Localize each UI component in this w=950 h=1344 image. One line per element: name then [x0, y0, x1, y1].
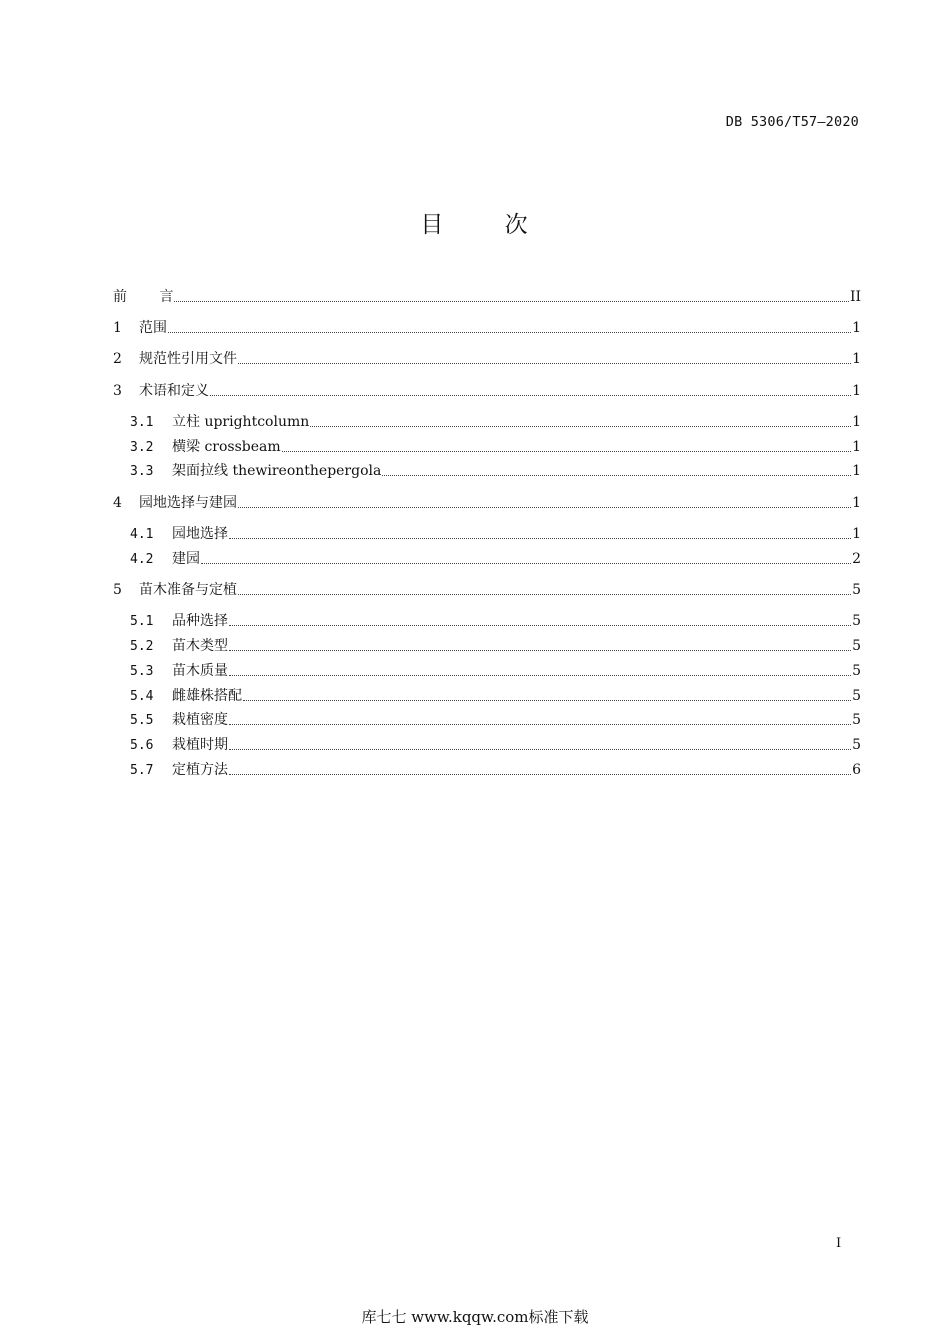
leader-dots — [229, 675, 851, 676]
toc-entry-2[interactable] — [113, 348, 861, 370]
toc-entry-number: 5.5 — [130, 713, 154, 728]
leader-dots — [310, 426, 851, 427]
toc-entry-page: 1 — [852, 414, 861, 430]
toc-entry-5-5[interactable] — [130, 709, 861, 731]
toc-entry-label: 规范性引用文件 — [139, 351, 237, 367]
toc-entry-4-2[interactable] — [130, 548, 861, 570]
toc-entry-label: 苗木准备与定植 — [139, 582, 237, 598]
toc-entry-number: 3 — [113, 383, 122, 399]
toc-entry-label: 品种选择 — [172, 613, 228, 629]
toc-entry-page: 1 — [852, 320, 861, 336]
toc-entry-3[interactable] — [113, 380, 861, 402]
footer-watermark: 库七七 www.kqqw.com标准下载 — [361, 1308, 589, 1326]
toc-entry-3-1[interactable] — [130, 411, 861, 433]
leader-dots — [210, 395, 851, 396]
toc-entry-label: 园地选择 — [172, 526, 228, 542]
leader-dots — [238, 594, 851, 595]
toc-entry-label: 园地选择与建园 — [139, 495, 237, 511]
page-number: I — [836, 1236, 842, 1251]
toc-entry-number: 3.2 — [130, 440, 154, 455]
toc-title: 目 次 — [420, 212, 530, 238]
toc-entry-page: 6 — [852, 762, 861, 778]
toc-entry-page: 1 — [852, 463, 861, 479]
toc-entry-label: 立柱 uprightcolumn — [172, 414, 310, 430]
toc-entry-number: 2 — [113, 351, 122, 367]
toc-entry-number: 4 — [113, 495, 122, 511]
toc-entry-page: 5 — [852, 613, 861, 629]
toc-entry-number: 1 — [113, 320, 122, 336]
toc-entry-label: 苗木质量 — [172, 663, 228, 679]
toc-entry-page: 1 — [852, 439, 861, 455]
toc-entry-label: 范围 — [139, 320, 167, 336]
toc-entry-label: 栽植密度 — [172, 712, 228, 728]
toc-entry-number: 3.1 — [130, 415, 154, 430]
leader-dots — [229, 749, 851, 750]
leader-dots — [382, 475, 851, 476]
toc-entry-3-3[interactable] — [130, 460, 861, 482]
toc-entry-5-6[interactable] — [130, 734, 861, 756]
leader-dots — [229, 650, 851, 651]
toc-entry-5-7[interactable] — [130, 759, 861, 781]
toc-entry-number: 4.1 — [130, 527, 154, 542]
toc-entry-page: 5 — [852, 688, 861, 704]
leader-dots — [229, 625, 851, 626]
leader-dots — [238, 507, 851, 508]
toc-entry-foreword[interactable] — [113, 286, 861, 308]
toc-entry-number: 3.3 — [130, 464, 154, 479]
toc-entry-page: 5 — [852, 582, 861, 598]
toc-entry-page: 5 — [852, 663, 861, 679]
toc-entry-label: 横梁 crossbeam — [172, 439, 281, 455]
toc-entry-label: 苗木类型 — [172, 638, 228, 654]
toc-entry-4[interactable] — [113, 492, 861, 514]
leader-dots — [201, 563, 851, 564]
toc-entry-number: 5 — [113, 582, 122, 598]
toc-entry-number: 5.4 — [130, 689, 154, 704]
toc-entry-page: 1 — [852, 526, 861, 542]
toc-entry-number: 5.3 — [130, 664, 154, 679]
toc-entry-label: 雌雄株搭配 — [172, 688, 242, 704]
toc-entry-page: 5 — [852, 712, 861, 728]
toc-entry-number: 5.7 — [130, 763, 154, 778]
leader-dots — [229, 538, 851, 539]
toc-entry-page: 1 — [852, 383, 861, 399]
toc-entry-label: 架面拉线 thewireonthepergola — [172, 463, 382, 479]
leader-dots — [282, 451, 851, 452]
toc-entry-number: 4.2 — [130, 552, 154, 567]
toc-entry-1[interactable] — [113, 317, 861, 339]
toc-entry-page: 2 — [852, 551, 861, 567]
toc-entry-page: 5 — [852, 737, 861, 753]
toc-entry-label: 前 言 — [113, 289, 174, 305]
toc-entry-5[interactable] — [113, 579, 861, 601]
toc-entry-page: II — [849, 289, 861, 305]
toc-entry-5-3[interactable] — [130, 660, 861, 682]
toc-entry-5-4[interactable] — [130, 685, 861, 707]
toc-entry-label: 建园 — [172, 551, 200, 567]
leader-dots — [168, 332, 851, 333]
toc-entry-number: 5.6 — [130, 738, 154, 753]
leader-dots — [174, 301, 848, 302]
toc-entry-5-1[interactable] — [130, 610, 861, 632]
leader-dots — [229, 724, 851, 725]
leader-dots — [229, 774, 851, 775]
toc-entry-page: 5 — [852, 638, 861, 654]
toc-entry-number: 5.2 — [130, 639, 154, 654]
document-code: DB 5306/T57—2020 — [725, 114, 859, 130]
toc-entry-label: 术语和定义 — [139, 383, 209, 399]
toc-entry-number: 5.1 — [130, 614, 154, 629]
leader-dots — [243, 700, 851, 701]
toc-entry-5-2[interactable] — [130, 635, 861, 657]
toc-entry-3-2[interactable] — [130, 436, 861, 458]
toc-entry-label: 定植方法 — [172, 762, 228, 778]
toc-entry-4-1[interactable] — [130, 523, 861, 545]
toc-entry-label: 栽植时期 — [172, 737, 228, 753]
toc-entry-page: 1 — [852, 351, 861, 367]
leader-dots — [238, 363, 851, 364]
toc-entry-page: 1 — [852, 495, 861, 511]
